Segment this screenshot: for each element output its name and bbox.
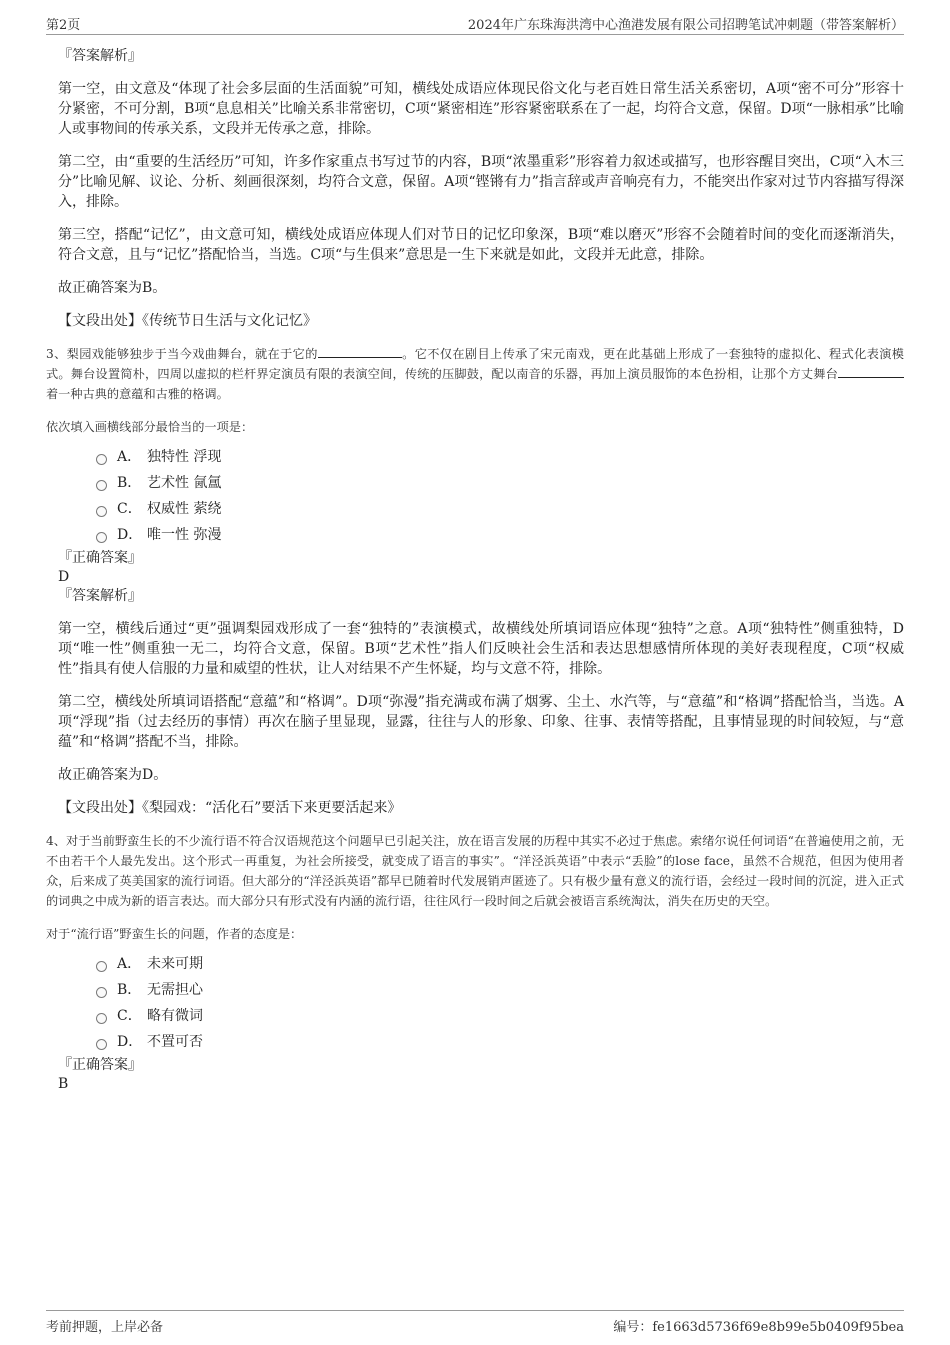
radio-icon[interactable] xyxy=(96,454,107,465)
page-number: 第2页 xyxy=(46,18,81,33)
q4-question: 4、对于当前野蛮生长的不少流行语不符合汉语规范这个问题早已引起关注，放在语言发展的历程中其实不必过于焦虑。索绪尔说任何词语“在普遍使用之前，无不由若干个人最先发出。这个形式一再重复，为社会所接受，就变成了语言的事实”。“洋泾浜英语”中表示“丢脸”的lose face，虽然不合规范，但因为使用者众，后来成了英美国家的流行词语。但大部分的“洋泾浜英语”都早已随着时代发展销声匿迹了。只有极少量有意义的流行语，会经过一段时间的沉淀，进入正式的词典之中成为新的语言表达。而大部分只有形式没有内涵的流行语，往往风行一段时间之后就会被语言系统淘汰，消失在历史的天空。 xyxy=(46,834,904,908)
q2-analysis-p1: 第一空，由文意及“体现了社会多层面的生活面貌”可知，横线处成语应体现民俗文化与老百姓日常生活关系密切，A项“密不可分”形容十分紧密，不可分割，B项“息息相关”比喻关系非常密切，C项“紧密相连”形容紧密联系在了一起，均符合文意，保留。D项“一脉相承”比喻人或事物间的传承关系，文段并无传承之意，排除。 xyxy=(58,81,904,137)
q3-question xyxy=(46,344,904,404)
q2-analysis-p2: 第二空，由“重要的生活经历”可知，许多作家重点书写过节的内容，B项“浓墨重彩”形容着力叙述或描写，也形容醒目突出，C项“入木三分”比喻见解、议论、分析、刻画很深刻，均符合文意，保留。A项“铿锵有力”指言辞或声音响亮有力，不能突出作家对过节内容描写得深入，排除。 xyxy=(58,154,904,210)
q3-prompt: 依次填入画横线部分最恰当的一项是： xyxy=(46,420,254,434)
q4-prompt: 对于“流行语”野蛮生长的问题，作者的态度是： xyxy=(46,927,303,941)
radio-icon[interactable] xyxy=(96,532,107,543)
page-header xyxy=(46,12,904,35)
q3-blank-2 xyxy=(838,366,904,378)
q3-options xyxy=(96,444,904,548)
radio-icon[interactable] xyxy=(96,480,107,491)
q4-option-b[interactable]: B． 无需担心 xyxy=(96,977,904,1003)
document-id: 编号：fe1663d5736f69e8b99e5b0409f95bea xyxy=(613,1320,904,1335)
page-content xyxy=(46,46,904,1093)
q3-text-c: 着一种古典的意蕴和古雅的格调。 xyxy=(46,387,229,401)
q4-option-a[interactable]: A． 未来可期 xyxy=(96,951,904,977)
q3-text-a: 3、梨园戏能够独步于当今戏曲舞台，就在于它的 xyxy=(46,347,318,361)
radio-icon[interactable] xyxy=(96,1013,107,1024)
q4-option-c[interactable]: C． 略有微词 xyxy=(96,1003,904,1029)
q3-correct-answer: D xyxy=(58,569,70,585)
q2-analysis-p3: 第三空，搭配“记忆”，由文意可知，横线处成语应体现人们对节日的记忆印象深，B项“难以磨灭”形容不会随着时间的变化而逐渐消失，符合文意，且与“记忆”搭配恰当，当选。C项“与生俱来”意思是一生下来就是如此，文段并无此意，排除。 xyxy=(58,227,904,263)
q3-option-d[interactable]: D． 唯一性 弥漫 xyxy=(96,522,904,548)
q3-analysis-p1: 第一空，横线后通过“更”强调梨园戏形成了一套“独特的”表演模式，故横线处所填词语应体现“独特”之意。A项“独特性”侧重独特，D项“唯一性”侧重独一无二，均符合文意，保留。B项“艺术性”指人们反映社会生活和表达思想感情所体现的美好表现程度，C项“权威性”指具有使人信服的力量和威望的性状，让人对结果不产生怀疑，均与文意不符，排除。 xyxy=(58,621,904,677)
q3-conclusion: 故正确答案为D。 xyxy=(58,767,168,783)
footer-slogan: 考前押题，上岸必备 xyxy=(46,1320,164,1335)
document-title: 2024年广东珠海洪湾中心渔港发展有限公司招聘笔试冲刺题（带答案解析） xyxy=(467,18,904,33)
q3-correct-label: 『正确答案』 xyxy=(58,550,142,566)
q3-analysis-p2: 第二空，横线处所填词语搭配“意蕴”和“格调”。D项“弥漫”指充满或布满了烟雾、尘土、水汽等，与“意蕴”和“格调”搭配恰当，当选。A项“浮现”指（过去经历的事情）再次在脑子里显现，显露，往往与人的形象、印象、往事、表情等搭配，且事情显现的时间较短，与“意蕴”和“格调”搭配不当，排除。 xyxy=(58,694,904,750)
q4-option-d[interactable]: D． 不置可否 xyxy=(96,1029,904,1055)
q4-correct-answer: B xyxy=(58,1076,69,1092)
q3-option-c[interactable]: C． 权威性 萦绕 xyxy=(96,496,904,522)
q3-analysis-label: 『答案解析』 xyxy=(58,588,142,604)
q3-option-a[interactable]: A． 独特性 浮现 xyxy=(96,444,904,470)
radio-icon[interactable] xyxy=(96,1039,107,1050)
radio-icon[interactable] xyxy=(96,961,107,972)
radio-icon[interactable] xyxy=(96,506,107,517)
q3-blank-1 xyxy=(318,346,402,358)
radio-icon[interactable] xyxy=(96,987,107,998)
q3-source: 【文段出处】《梨园戏：“活化石”要活下来更要活起来》 xyxy=(58,800,402,816)
q3-option-b[interactable]: B． 艺术性 氤氲 xyxy=(96,470,904,496)
page-footer xyxy=(46,1310,904,1335)
q2-source: 【文段出处】《传统节日生活与文化记忆》 xyxy=(58,313,317,329)
q4-correct-label: 『正确答案』 xyxy=(58,1057,142,1073)
q2-conclusion: 故正确答案为B。 xyxy=(58,280,167,296)
q4-options xyxy=(96,951,904,1055)
q3-text-b: 。它不仅在剧目上传承了宋元南戏，更在此基础上形成了一套独特的虚拟化、程式化表演模式。舞台设置简朴，四周以虚拟的栏杆界定演员有限的表演空间，传统的压脚鼓，配以南音的乐器，再加上演员服饰的本色扮相，让那个方丈舞台 xyxy=(46,347,904,381)
q2-analysis-label: 『答案解析』 xyxy=(58,48,142,64)
